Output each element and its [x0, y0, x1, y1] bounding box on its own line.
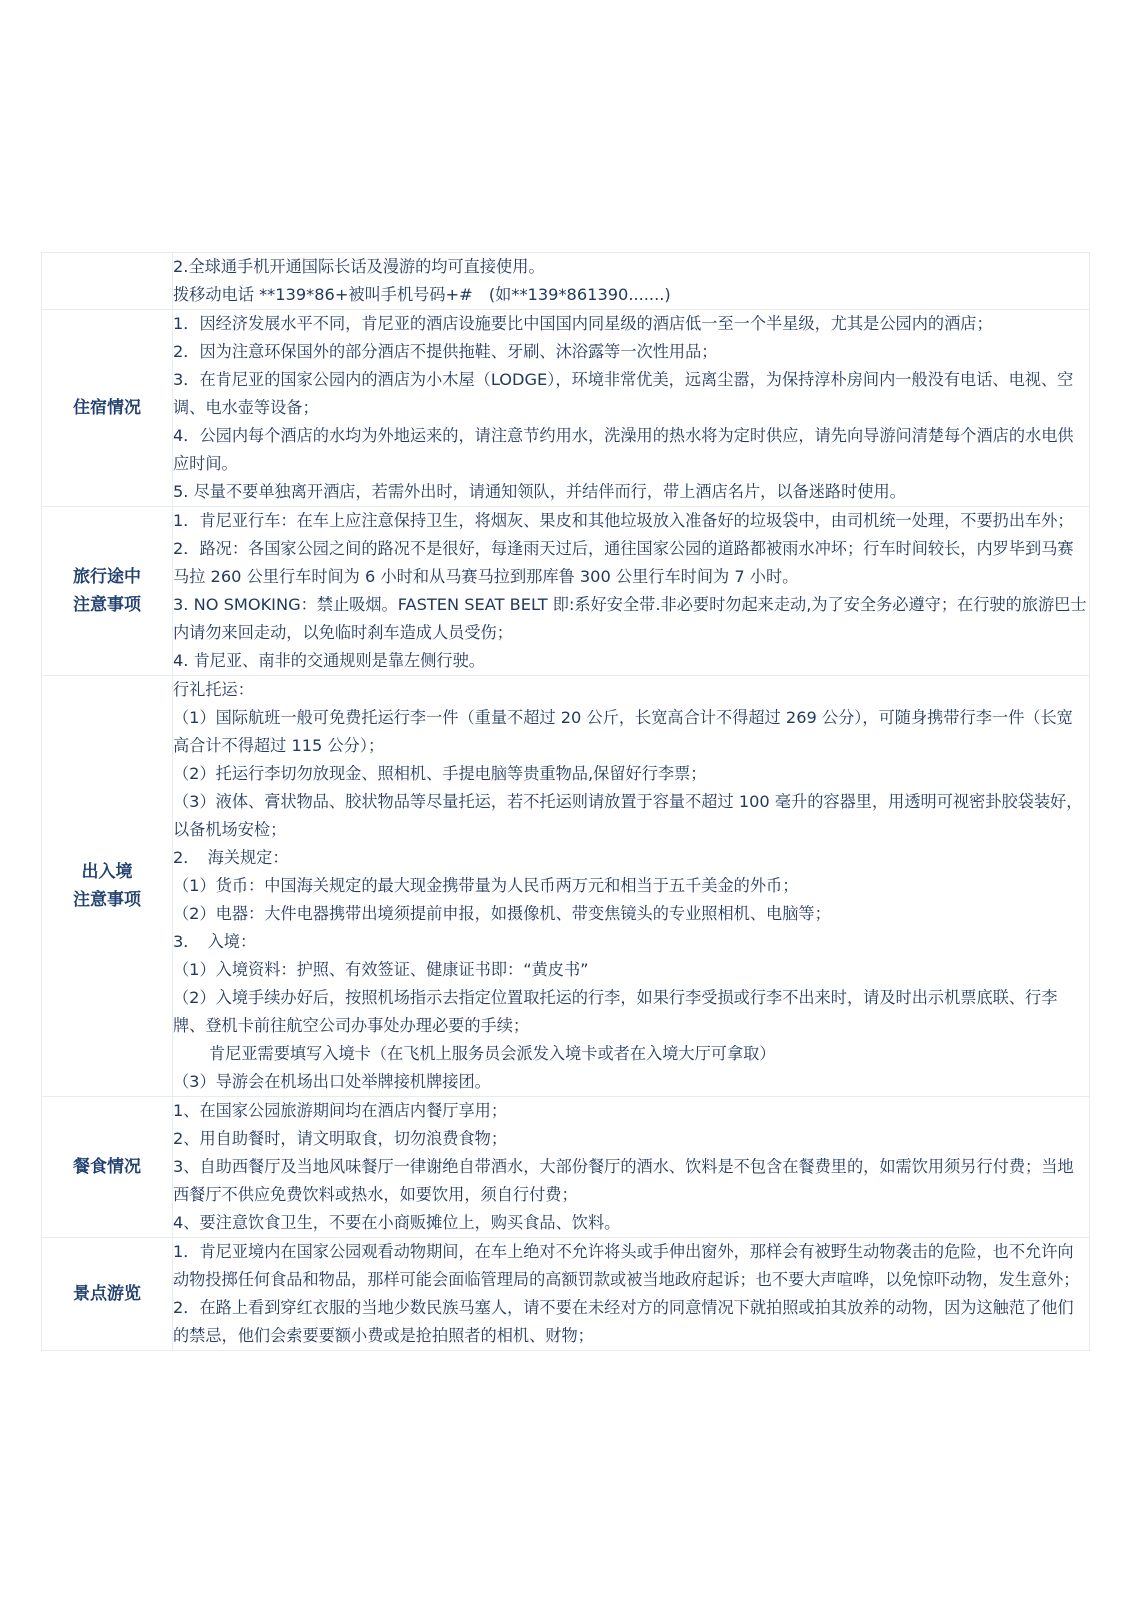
section-label-line: 注意事项	[73, 890, 141, 910]
section-row-entry-exit	[42, 676, 1090, 1097]
content-line: 2．路况：各国家公园之间的路况不是很好，每逢雨天过后，通往国家公园的道路都被雨水冲坏；行车时间较长，内罗毕到马赛马拉 260 公里行车时间为 6 小时和从马赛马拉到那库鲁 300 公里行车时间为 7 小时。	[173, 539, 1074, 586]
content-line: （2）入境手续办好后，按照机场指示去指定位置取托运的行李，如果行李受损或行李不出来时，请及时出示机票底联、行李牌、登机卡前往航空公司办事处办理必要的手续；	[173, 988, 1058, 1035]
content-line: （1）货币：中国海关规定的最大现金携带量为人民币两万元和相当于五千美金的外币；	[173, 876, 799, 895]
section-row-dining	[42, 1097, 1090, 1238]
content-line: 肯尼亚需要填写入境卡（在飞机上服务员会派发入境卡或者在入境大厅可拿取）	[209, 1044, 776, 1063]
page	[41, 252, 1090, 1351]
section-content	[173, 310, 1090, 507]
content-line: 1．肯尼亚境内在国家公园观看动物期间，在车上绝对不允许将头或手伸出窗外，那样会有被野生动物袭击的危险，也不允许向动物投掷任何食品和物品，那样可能会面临管理局的高额罚款或被当地政府起诉；也不要大声喧哗，以免惊吓动物，发生意外；	[173, 1242, 1080, 1289]
content-line: 1．肯尼亚行车：在车上应注意保持卫生，将烟灰、果皮和其他垃圾放入准备好的垃圾袋中，由司机统一处理，不要扔出车外；	[173, 511, 1074, 530]
section-content	[173, 1097, 1090, 1238]
content-line: （3）液体、膏状物品、胶状物品等尽量托运，若不托运则请放置于容量不超过 100 毫升的容器里，用透明可视密卦胶袋装好，以备机场安检；	[173, 792, 1083, 839]
content-line: 3. NO SMOKING：禁止吸烟。FASTEN SEAT BELT 即:系好安全带.非必要时勿起来走动,为了安全务必遵守；在行驶的旅游巴士内请勿来回走动，以免临时刹车造成人员受伤；	[173, 595, 1087, 642]
content-line: （1）国际航班一般可免费托运行李一件（重量不超过 20 公斤，长宽高合计不得超过 269 公分），可随身携带行李一件（长宽高合计不得超过 115 公分）；	[173, 708, 1073, 755]
section-row-accommodation	[42, 310, 1090, 507]
section-label	[42, 1097, 173, 1238]
travel-info-table	[41, 252, 1090, 1351]
content-line: （1）入境资料：护照、有效签证、健康证书即：“黄皮书”	[173, 960, 589, 979]
section-label-line: 旅行途中	[73, 567, 141, 587]
section-label-line: 注意事项	[73, 595, 141, 615]
content-line: 3． 入境：	[173, 932, 257, 951]
content-line: 5. 尽量不要单独离开酒店，若需外出时，请通知领队，并结伴而行，带上酒店名片，以备迷路时使用。	[173, 482, 906, 501]
section-content	[173, 507, 1090, 676]
content-line: （2）电器：大件电器携带出境须提前申报，如摄像机、带变焦镜头的专业照相机、电脑等；	[173, 904, 831, 923]
section-label	[42, 507, 173, 676]
content-line: 2.全球通手机开通国际长话及漫游的均可直接使用。	[173, 257, 545, 276]
section-label-line: 餐食情况	[73, 1157, 141, 1177]
section-label-line: 出入境	[81, 862, 133, 882]
section-label	[42, 253, 173, 310]
section-label-line: 景点游览	[73, 1284, 141, 1304]
content-line: 1、在国家公园旅游期间均在酒店内餐厅享用；	[173, 1101, 508, 1120]
section-content	[173, 1238, 1090, 1351]
content-line: 3、自助西餐厅及当地风味餐厅一律谢绝自带酒水，大部份餐厅的酒水、饮料是不包含在餐费里的，如需饮用须另行付费；当地西餐厅不供应免费饮料或热水，如要饮用，须自行付费；	[173, 1157, 1074, 1204]
section-label	[42, 310, 173, 507]
content-line: （3）导游会在机场出口处举牌接机牌接团。	[173, 1072, 491, 1091]
section-row-sightseeing	[42, 1238, 1090, 1351]
content-line: 行礼托运：	[173, 680, 254, 699]
content-line: 拨移动电话 **139*86+被叫手机号码+# (如**139*861390.......)	[173, 285, 671, 304]
section-row-phone	[42, 253, 1090, 310]
content-line: 2．在路上看到穿红衣服的当地少数民族马塞人，请不要在未经对方的同意情况下就拍照或拍其放养的动物，因为这触范了他们的禁忌，他们会索要要额小费或是抢拍照者的相机、财物；	[173, 1298, 1074, 1345]
content-line: 2、用自助餐时，请文明取食，切勿浪费食物；	[173, 1129, 508, 1148]
content-line: 3．在肯尼亚的国家公园内的酒店为小木屋（LODGE），环境非常优美，远离尘嚣，为保持淳朴房间内一般没有电话、电视、空调、电水壶等设备；	[173, 370, 1074, 417]
content-line: 4. 肯尼亚、南非的交通规则是靠左侧行驶。	[173, 651, 485, 670]
section-label	[42, 1238, 173, 1351]
section-content	[173, 676, 1090, 1097]
content-line: 2．因为注意环保国外的部分酒店不提供拖鞋、牙刷、沐浴露等一次性用品；	[173, 342, 718, 361]
content-line: 4．公园内每个酒店的水均为外地运来的，请注意节约用水，洗澡用的热水将为定时供应，请先向导游问清楚每个酒店的水电供应时间。	[173, 426, 1074, 473]
section-label	[42, 676, 173, 1097]
section-label-line: 住宿情况	[73, 398, 141, 418]
section-content	[173, 253, 1090, 310]
content-line: 4、要注意饮食卫生，不要在小商贩摊位上，购买食品、饮料。	[173, 1213, 621, 1232]
content-line: （2）托运行李切勿放现金、照相机、手提电脑等贵重物品,保留好行李票；	[173, 764, 707, 783]
content-line: 2． 海关规定：	[173, 848, 289, 867]
section-row-travel	[42, 507, 1090, 676]
content-line: 1．因经济发展水平不同，肯尼亚的酒店设施要比中国国内同星级的酒店低一至一个半星级，尤其是公园内的酒店；	[173, 314, 993, 333]
